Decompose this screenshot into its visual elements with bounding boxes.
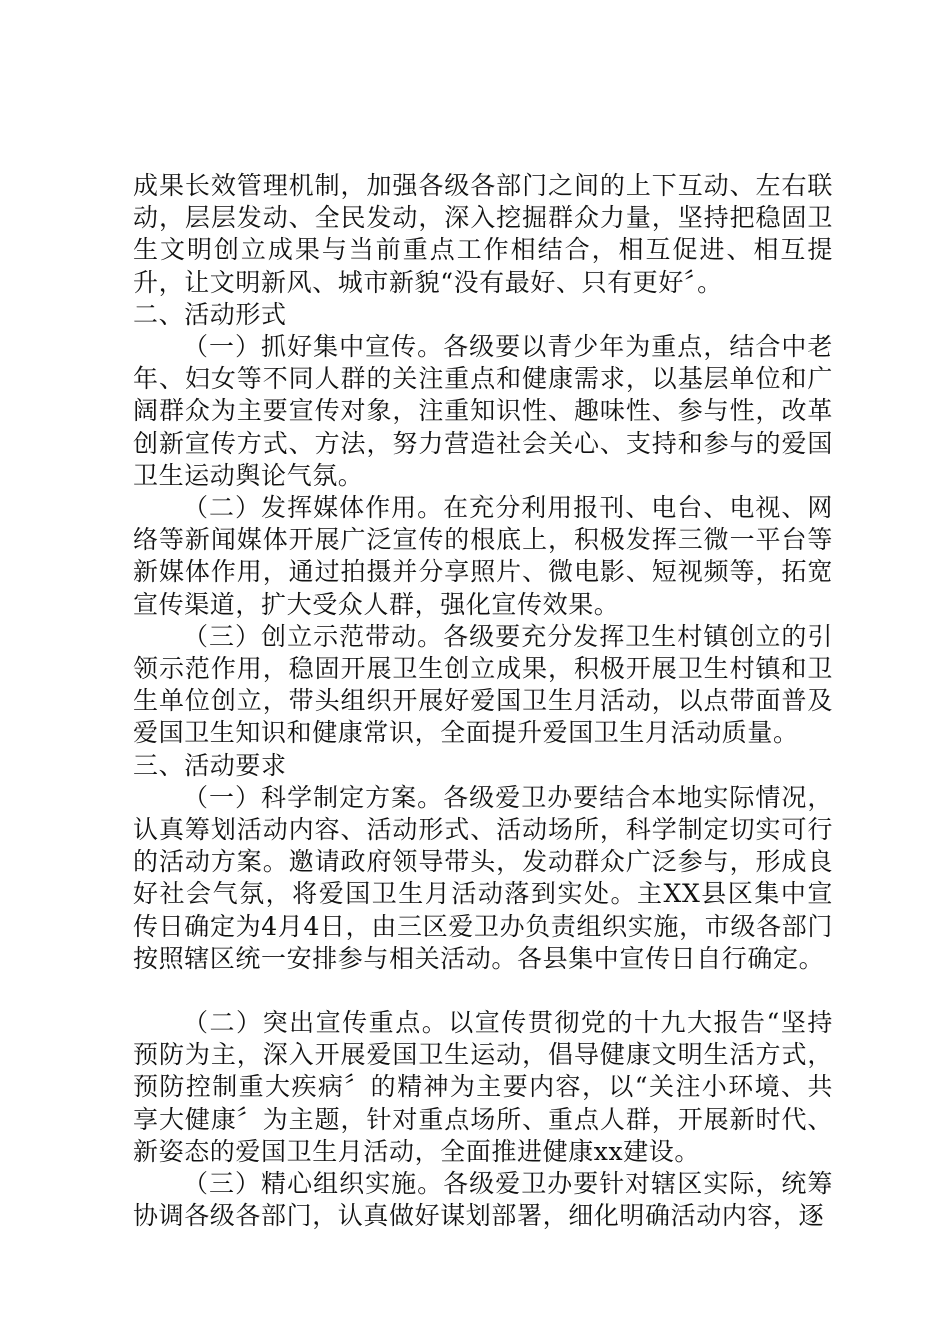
paragraph-publicity-focus: （二）突出宣传重点。以宣传贯彻党的十九大报告“坚持预防为主，深入开展爱国卫生运动，倡导健康文明生活方式，预防控制重大疾病〞的精神为主要内容，以“关注小环境、共享大健康〞为主题，针对重点场所、重点人群，开展新时代、新姿态的爱国卫生月活动，全面推进健康xx建设。 <box>133 1008 833 1166</box>
document-body <box>133 170 833 1233</box>
paragraph-gap <box>133 975 833 1007</box>
paragraph-concentrated-publicity: （一）抓好集中宣传。各级要以青少年为重点，结合中老年、妇女等不同人群的关注重点和健康需求，以基层单位和广阔群众为主要宣传对象，注重知识性、趣味性、参与性，改革创新宣传方式、方法，努力营造社会关心、支持和参与的爱国卫生运动舆论气氛。 <box>133 332 833 490</box>
paragraph-media-role: （二）发挥媒体作用。在充分利用报刊、电台、电视、网络等新闻媒体开展广泛宣传的根底上，积极发挥三微一平台等新媒体作用，通过拍摄并分享照片、微电影、短视频等，拓宽宣传渠道，扩大受众人群，强化宣传效果。 <box>133 493 833 619</box>
paragraph-demonstration: （三）创立示范带动。各级要充分发挥卫生村镇创立的引领示范作用，稳固开展卫生创立成果，积极开展卫生村镇和卫生单位创立，带头组织开展好爱国卫生月活动，以点带面普及爱国卫生知识和健康常识，全面提升爱国卫生月活动质量。 <box>133 621 833 748</box>
section-heading-activity-requirements: 三、活动要求 <box>133 750 287 780</box>
paragraph-continuation: 成果长效管理机制，加强各级各部门之间的上下互动、左右联动，层层发动、全民发动，深入挖掘群众力量，坚持把稳固卫生文明创立成果与当前重点工作相结合，相互促进、相互提升，让文明新风、城市新貌“没有最好、只有更好〞。 <box>133 171 833 297</box>
paragraph-implementation: （三）精心组织实施。各级爱卫办要针对辖区实际，统筹协调各级各部门，认真做好谋划部署，细化明确活动内容，逐 <box>133 1169 833 1231</box>
section-heading-activity-forms: 二、活动形式 <box>133 299 287 329</box>
paragraph-scientific-plan: （一）科学制定方案。各级爱卫办要结合本地实际情况，认真筹划活动内容、活动形式、活动场所，科学制定切实可行的活动方案。邀请政府领导带头，发动群众广泛参与，形成良好社会气氛，将爱国卫生月活动落到实处。主XX县区集中宣传日确定为4月4日，由三区爱卫办负责组织实施，市级各部门按照辖区统一安排参与相关活动。各县集中宣传日自行确定。 <box>133 782 833 973</box>
